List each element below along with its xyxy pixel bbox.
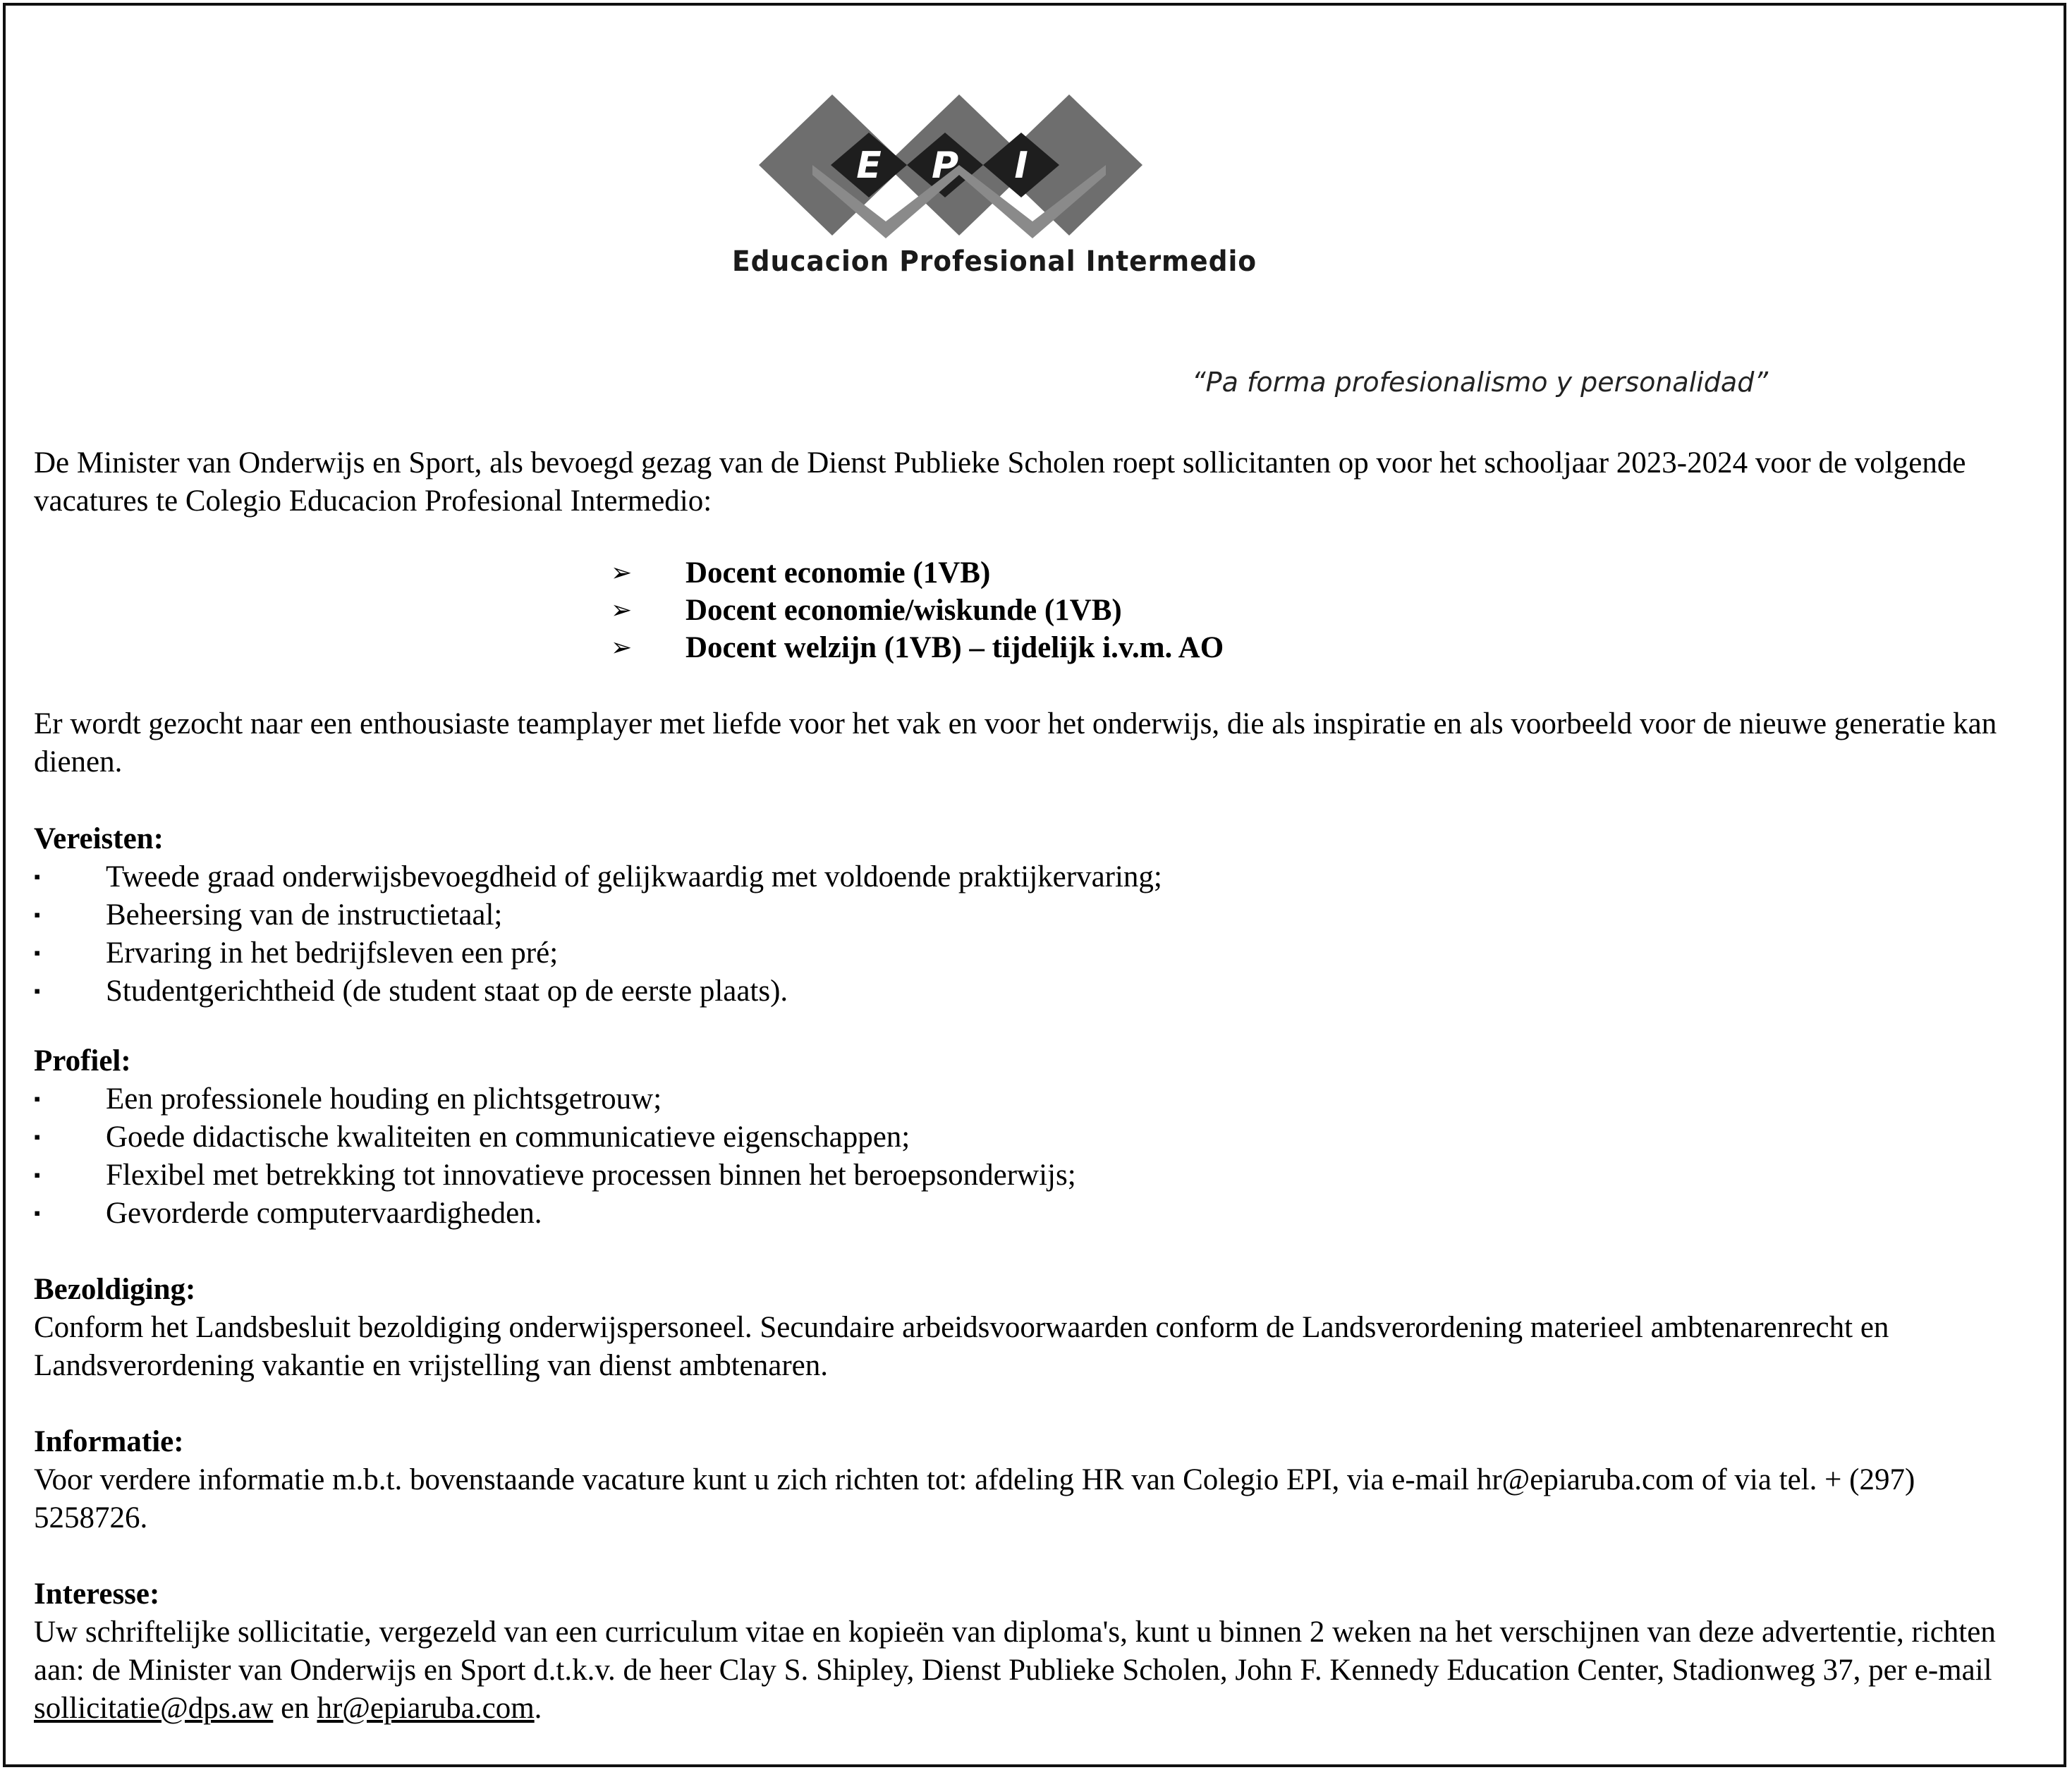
list-item [34, 858, 2030, 896]
list-item [34, 934, 2030, 972]
logo-wordmark: Educacion Profesional Intermedio [732, 245, 1257, 278]
vacancy-item [611, 592, 1224, 629]
vacancy-title: Docent welzijn (1VB) – tijdelijk i.v.m. AO [685, 631, 1224, 664]
requirements-heading: Vereisten: [34, 822, 164, 855]
list-item-text: Beheersing van de instructietaal; [106, 898, 503, 932]
vacancy-list [611, 554, 1224, 666]
list-item-text: Studentgerichtheid (de student staat op de eerste plaats). [106, 975, 788, 1008]
square-bullet-icon: ▪ [34, 867, 41, 887]
list-item [34, 896, 2030, 934]
square-bullet-icon: ▪ [34, 905, 41, 925]
interest-joiner: en [281, 1692, 310, 1725]
square-bullet-icon: ▪ [34, 943, 41, 963]
logo-letter-p: P [931, 145, 959, 187]
list-item [34, 1195, 2030, 1233]
salary-text: Conform het Landsbesluit bezoldiging onderwijspersoneel. Secundaire arbeidsvoorwaarden conform de Landsverordening materieel ambtenarenrecht en Landsverordening vakantie en vrijstelling van dienst ambtenaren. [34, 1311, 1889, 1382]
motto: “Pa forma profesionalismo y personalidad” [1192, 367, 1769, 398]
profile-section [34, 1042, 2030, 1233]
list-item [34, 1118, 2030, 1156]
interest-section [34, 1575, 2030, 1728]
information-text: Voor verdere informatie m.b.t. bovenstaande vacature kunt u zich richten tot: afdeling HR van Colegio EPI, via e-mail hr@epiaruba.com of via tel. + (297) 5258726. [34, 1463, 1915, 1534]
requirements-section [34, 820, 2030, 1011]
list-item-text: Gevorderde computervaardigheden. [106, 1197, 542, 1230]
list-item-text: Tweede graad onderwijsbevoegdheid of gelijkwaardig met voldoende praktijkervaring; [106, 860, 1162, 893]
list-item-text: Ervaring in het bedrijfsleven een pré; [106, 936, 559, 970]
profile-list [34, 1080, 2030, 1233]
arrow-bullet-icon: ➢ [611, 633, 633, 661]
requirements-list [34, 858, 2030, 1011]
information-heading: Informatie: [34, 1425, 184, 1458]
intro-paragraph: De Minister van Onderwijs en Sport, als bevoegd gezag van de Dienst Publieke Scholen roept sollicitanten op voor het schooljaar 2023-2024 voor de volgende vacatures te Colegio Educacion Profesional Intermedio: [34, 446, 1966, 518]
profile-heading: Profiel: [34, 1044, 131, 1078]
candidate-description: Er wordt gezocht naar een enthousiaste teamplayer met liefde voor het vak en voor het onderwijs, die als inspiratie en als voorbeeld voor de nieuwe generatie kan dienen. [34, 707, 1997, 779]
arrow-bullet-icon: ➢ [611, 559, 633, 587]
square-bullet-icon: ▪ [34, 1203, 41, 1223]
email-link-dps[interactable]: sollicitatie@dps.aw [34, 1692, 274, 1725]
salary-section [34, 1271, 2030, 1385]
salary-heading: Bezoldiging: [34, 1273, 196, 1306]
arrow-bullet-icon: ➢ [611, 596, 633, 624]
list-item-text: Flexibel met betrekking tot innovatieve processen binnen het beroepsonderwijs; [106, 1159, 1076, 1192]
vacancy-title: Docent economie/wiskunde (1VB) [685, 594, 1122, 627]
square-bullet-icon: ▪ [34, 981, 41, 1001]
vacancy-item [611, 554, 1224, 592]
logo-letter-i: I [1014, 145, 1028, 187]
logo-letter-e: E [856, 145, 882, 187]
square-bullet-icon: ▪ [34, 1127, 41, 1147]
list-item [34, 1080, 2030, 1118]
list-item [34, 1156, 2030, 1195]
interest-heading: Interesse: [34, 1577, 160, 1611]
list-item [34, 972, 2030, 1011]
interest-end: . [534, 1692, 542, 1725]
email-link-epi[interactable]: hr@epiaruba.com [317, 1692, 535, 1725]
interest-paragraph [34, 1613, 2030, 1728]
vacancy-title: Docent economie (1VB) [685, 556, 991, 590]
list-item-text: Goede didactische kwaliteiten en communicatieve eigenschappen; [106, 1121, 910, 1154]
information-section [34, 1423, 2030, 1537]
vacancy-item [611, 629, 1224, 666]
square-bullet-icon: ▪ [34, 1165, 41, 1185]
list-item-text: Een professionele houding en plichtsgetrouw; [106, 1082, 662, 1116]
square-bullet-icon: ▪ [34, 1089, 41, 1109]
interest-text: Uw schriftelijke sollicitatie, vergezeld van een curriculum vitae en kopieën van diploma's, kunt u binnen 2 weken na het verschijnen van deze advertentie, richten aan: de Minister van Onderwijs en Sport d.t.k.v. de heer Clay S. Shipley, Dienst Publieke Scholen, John F. Kennedy Education Center, Stadionweg 37, per e-mail [34, 1616, 1996, 1687]
